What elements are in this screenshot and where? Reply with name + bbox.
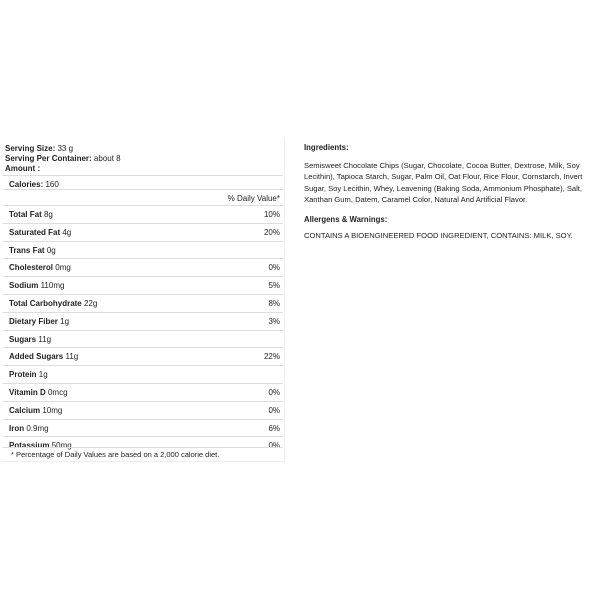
- nutrient-daily-value: 6%: [268, 423, 280, 433]
- nutrient-daily-value: 0%: [268, 388, 280, 397]
- calories-value: 160: [45, 180, 59, 189]
- servings-label: Serving Per Container:: [5, 154, 92, 163]
- serving-size-label: Serving Size:: [5, 144, 56, 153]
- nutrient-name-cell: [9, 277, 64, 295]
- nutrient-name-cell: [9, 224, 71, 242]
- nutrient-name: Sodium: [9, 281, 39, 291]
- nutrient-amount: 0mcg: [47, 388, 68, 397]
- nutrient-amount: 1g: [38, 370, 48, 380]
- nutrient-amount: 22g: [83, 299, 98, 308]
- nutrient-name: Saturated Fat: [9, 227, 61, 237]
- nutrient-row: [3, 383, 283, 401]
- amount-line: [5, 164, 40, 174]
- servings-value: about 8: [93, 154, 121, 163]
- nutrient-daily-value: 0%: [268, 441, 280, 451]
- nutrient-name: Cholesterol: [9, 263, 54, 273]
- nutrient-amount: 50mg: [51, 441, 72, 451]
- nutrient-name: Total Fat: [9, 210, 42, 219]
- nutrient-row: [3, 401, 283, 419]
- nutrient-name: Potassium: [9, 441, 50, 451]
- nutrient-daily-value: 0%: [268, 405, 280, 415]
- nutrient-row: [3, 347, 283, 365]
- nutrient-name-cell: [9, 384, 68, 402]
- amount-label: Amount :: [5, 164, 41, 173]
- nutrient-amount: 8g: [43, 210, 53, 219]
- serving-size-value: 33 g: [57, 144, 74, 153]
- nutrition-facts-panel: [3, 138, 285, 462]
- nutrient-name-cell: [9, 420, 49, 438]
- nutrient-amount: 11g: [65, 352, 79, 362]
- nutrient-daily-value: 8%: [268, 299, 280, 308]
- nutrient-name: Protein: [9, 370, 37, 380]
- servings-per-container-line: [5, 154, 121, 164]
- nutrient-amount: 0g: [46, 245, 56, 255]
- calories-label: Calories:: [9, 180, 44, 189]
- nutrient-name: Vitamin D: [9, 388, 46, 397]
- nutrient-row: [3, 276, 283, 294]
- nutrient-name: Added Sugars: [9, 352, 64, 362]
- nutrient-daily-value: 3%: [268, 316, 280, 326]
- nutrient-name-cell: [9, 348, 78, 366]
- nutrient-name-cell: [9, 295, 97, 313]
- nutrient-name: Trans Fat: [9, 245, 45, 255]
- nutrient-name-cell: [9, 366, 48, 384]
- nutrient-amount: 110mg: [40, 281, 65, 291]
- ingredients-text: Semisweet Chocolate Chips (Sugar, Chocolate, Cocoa Butter, Dextrose, Milk, Soy Lecithin), Tapioca Starch, Sugar, Palm Oil, Oat Flour, Rice Flour, Cornstarch, Invert Sugar, Soy Lecithin, Whey, Leavening (Baking Soda, Ammonium Phosphate), Salt, Xanthan Gum, Datem, Caramel Color, Natural And Artificial Flavor.: [304, 161, 583, 204]
- nutrient-name: Total Carbohydrate: [9, 299, 82, 308]
- nutrient-name: Calcium: [9, 405, 41, 415]
- nutrient-row: [3, 205, 283, 223]
- allergens-text: CONTAINS A BIOENGINEERED FOOD INGREDIENT, CONTAINS: MILK, SOY.: [304, 231, 573, 241]
- nutrient-row: [3, 294, 283, 312]
- nutrient-name: Iron: [9, 423, 25, 433]
- nutrient-name-cell: [9, 331, 51, 349]
- daily-value-header: % Daily Value*: [227, 194, 280, 203]
- nutrient-daily-value: 22%: [263, 352, 280, 362]
- nutrient-name-cell: [9, 242, 56, 260]
- nutrient-row: [3, 330, 283, 348]
- nutrient-amount: 0mg: [55, 263, 71, 273]
- nutrient-daily-value: 5%: [268, 281, 280, 291]
- nutrient-row: [3, 312, 283, 330]
- nutrient-row: [3, 258, 283, 276]
- nutrient-amount: 4g: [62, 227, 72, 237]
- nutrient-row: [3, 241, 283, 259]
- nutrient-amount: 10mg: [42, 405, 63, 415]
- nutrient-daily-value: 0%: [268, 263, 280, 273]
- nutrient-amount: 1g: [60, 316, 70, 326]
- ingredients-heading: Ingredients:: [304, 143, 349, 152]
- nutrient-name-cell: [9, 206, 53, 224]
- allergens-heading: Allergens & Warnings:: [304, 215, 388, 225]
- nutrient-name: Sugars: [9, 334, 37, 344]
- nutrient-name-cell: [9, 313, 69, 331]
- nutrient-name-cell: [9, 402, 62, 420]
- ingredients-section: [304, 142, 596, 241]
- serving-size-line: [5, 144, 73, 154]
- nutrient-row: [3, 365, 283, 383]
- daily-value-footnote: * Percentage of Daily Values are based on a 2,000 calorie diet.: [11, 450, 220, 459]
- nutrient-amount: 0.9mg: [26, 423, 49, 433]
- nutrient-name: Dietary Fiber: [9, 316, 58, 326]
- nutrient-daily-value: 10%: [263, 210, 280, 219]
- nutrient-row: [3, 419, 283, 437]
- nutrient-name-cell: [9, 259, 71, 277]
- nutrient-amount: 11g: [38, 334, 52, 344]
- nutrient-daily-value: 20%: [263, 227, 280, 237]
- nutrient-row: [3, 223, 283, 241]
